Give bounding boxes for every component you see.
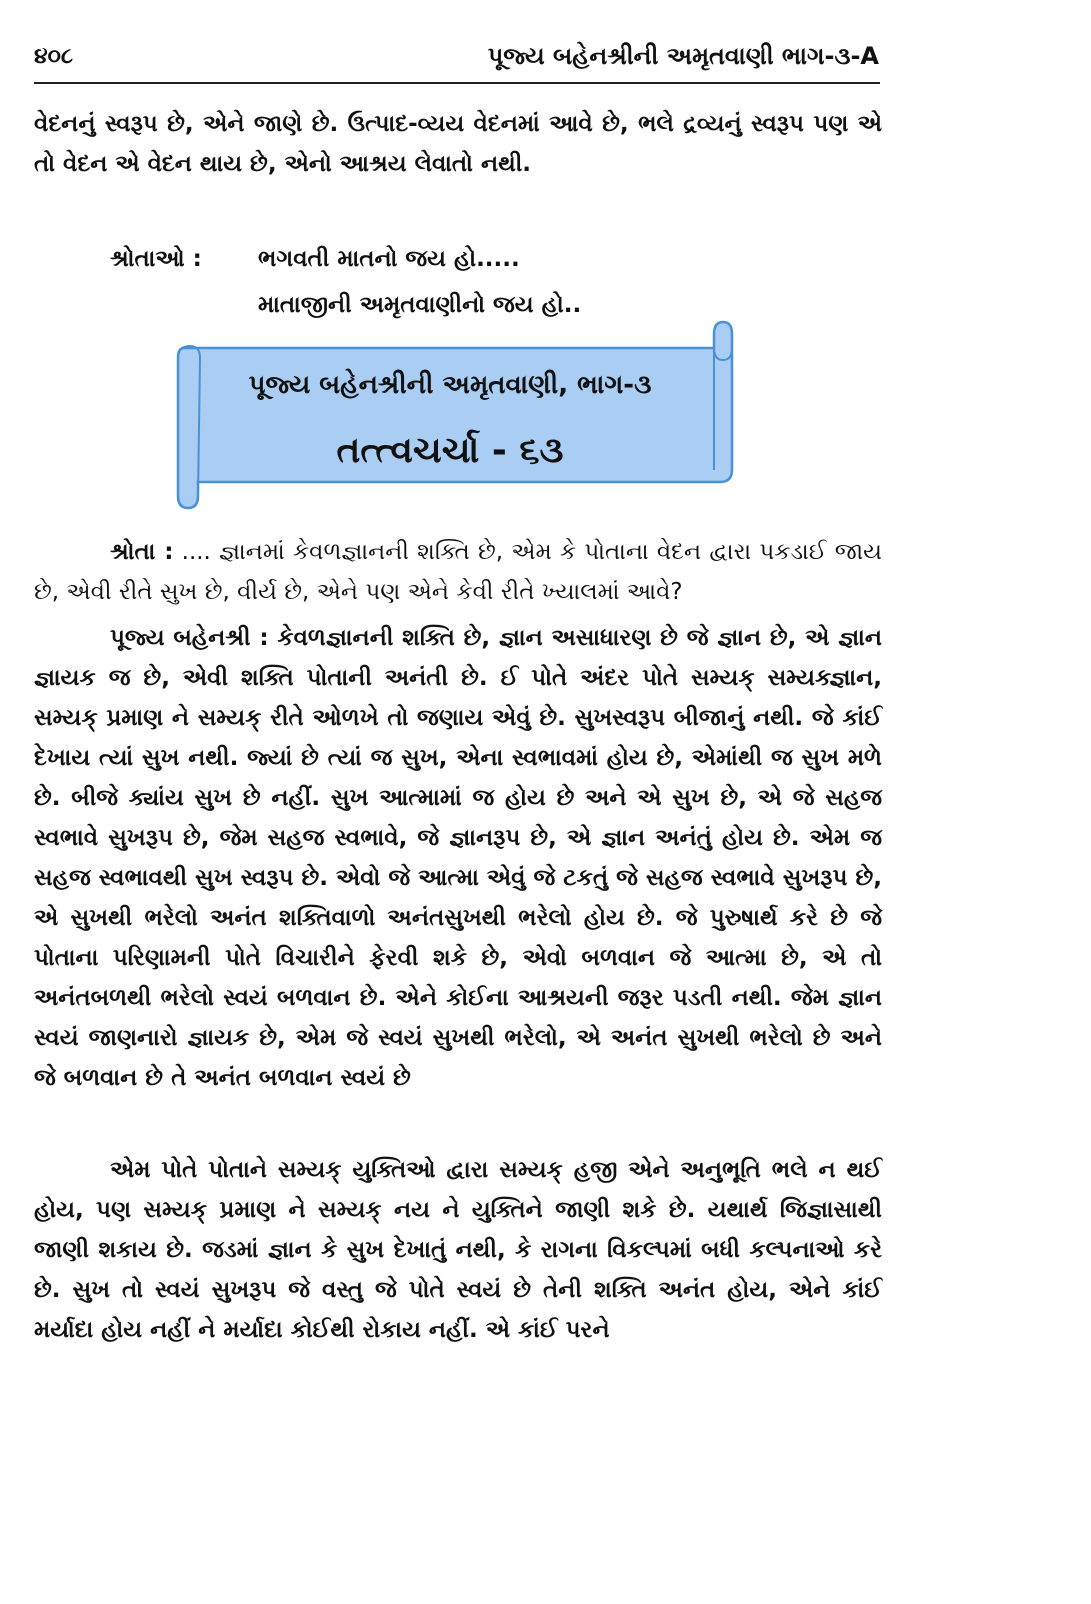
page-number: ૪૦૮: [34, 44, 73, 69]
scroll-banner: [170, 320, 736, 510]
audience-line: ભગવતી માતનો જય હો.....: [258, 246, 520, 272]
question-speaker: શ્રોતા :: [110, 539, 174, 565]
scroll-banner-shape: [170, 320, 736, 510]
answer-text: કેવળજ્ઞાનની શક્તિ છે, જ્ઞાન અસાધારણ છે જે જ્ઞાન છે, એ જ્ઞાન જ્ઞાયક જ છે, એવી શક્તિ પોતાની અનંતી છે. ઈ પોતે અંદર પોતે સમ્યક્ સમ્યક્જ્ઞાન, સમ્યક્ પ્રમાણ ને સમ્યક્ રીતે ઓળખે તો જણાય એવું છે. સુખસ્વરૂપ બીજાનું નથી. જે કાંઈ દેખાય ત્યાં સુખ નથી. જ્યાં છે ત્યાં જ સુખ, એના સ્વભાવમાં હોય છે, એમાંથી જ સુખ મળે છે. બીજે ક્યાંય સુખ છે નહીં. સુખ આત્મામાં જ હોય છે અને એ સુખ છે, એ જે સહજ સ્વભાવે સુખરૂપ છે, જેમ સહજ સ્વભાવે, જે જ્ઞાનરૂપ છે, એ જ્ઞાન અનંતું હોય છે. એમ જ સહજ સ્વભાવથી સુખ સ્વરૂપ છે. એવો જે આત્મા એવું જે ટકતું જે સહજ સ્વભાવે સુખરૂપ છે, એ સુખથી ભરેલો અનંત શક્તિવાળો અનંતસુખથી ભરેલો હોય છે. જે પુરુષાર્થ કરે છે જે પોતાના પરિણામની પોતે વિચારીને ફેરવી શકે છે, એવો બળવાન જે આત્મા છે, એ તો અનંતબળથી ભરેલો સ્વયં બળવાન છે. એને કોઈના આશ્રયની જરૂર પડતી નથી. જેમ જ્ઞાન સ્વયં જાણનારો જ્ઞાયક છે, એમ જે સ્વયં સુખથી ભરેલો, એ અનંત સુખથી ભરેલો છે અને જે બળવાન છે તે અનંત બળવાન સ્વયં છે: [34, 625, 882, 1091]
question-text: .... જ્ઞાનમાં કેવળજ્ઞાનની શક્તિ છે, એમ કે પોતાના વેદન દ્વારા પકડાઈ જાય છે, એવી રીતે સુખ છે, વીર્ય છે, એને પણ એને કેવી રીતે ખ્યાલમાં આવે?: [34, 539, 882, 605]
banner-heading: તત્ત્વચર્ચા - ૬૩: [336, 430, 564, 471]
answer-paragraph: [34, 618, 882, 1098]
audience-label: શ્રોતાઓ :: [110, 246, 202, 272]
continuation-paragraph: એમ પોતે પોતાને સમ્યક્ યુક્તિઓ દ્વારા સમ્યક્ હજી એને અનુભૂતિ ભલે ન થઈ હોય, પણ સમ્યક્ પ્રમાણ ને સમ્યક્ નય ને યુક્તિને જાણી શકે છે. યથાર્થ જિજ્ઞાસાથી જાણી શકાય છે. જડમાં જ્ઞાન કે સુખ દેખાતું નથી, કે રાગના વિકલ્પમાં બધી કલ્પનાઓ કરે છે. સુખ તો સ્વયં સુખરૂપ જે વસ્તુ જે પોતે સ્વયં છે તેની શક્તિ અનંત હોય, એને કાંઈ મર્યાદા હોય નહીં ને મર્યાદા કોઈથી રોકાય નહીં. એ કાંઈ પરને: [34, 1157, 882, 1343]
intro-paragraph: વેદનનું સ્વરૂપ છે, એને જાણે છે. ઉત્પાદ-વ્યય વેદનમાં આવે છે, ભલે દ્રવ્યનું સ્વરૂપ પણ એ તો વેદન એ વેદન થાય છે, એનો આશ્રય લેવાતો નથી.: [34, 111, 882, 177]
banner-title: પૂજ્ય બહેનશ્રીની અમૃતવાણી, ભાગ-૩: [248, 370, 652, 400]
audience-line: માતાજીની અમૃતવાણીનો જય હો..: [258, 292, 582, 318]
header-rule: [34, 82, 880, 84]
running-head: પૂજ્ય બહેનશ્રીની અમૃતવાણી ભાગ-૩-A: [487, 42, 879, 70]
question-paragraph: [34, 532, 882, 612]
answer-speaker: પૂજ્ય બહેનશ્રી :: [110, 625, 269, 651]
